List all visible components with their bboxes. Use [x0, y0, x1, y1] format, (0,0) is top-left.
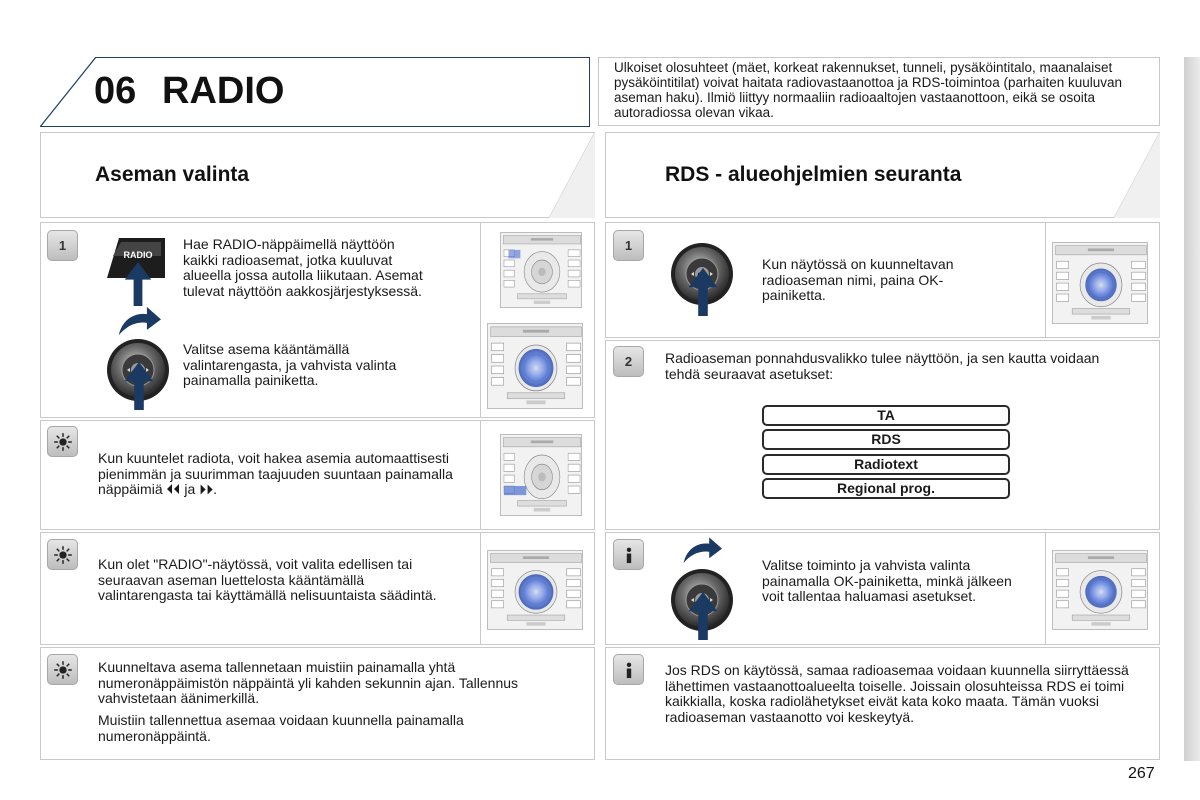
info1-text: Valitse toiminto ja vahvista valinta painamalla OK-painiketta, minkä jälkeen voit tallentaa haluamasi asetukset. — [762, 557, 1012, 604]
panel-divider — [480, 222, 481, 418]
tip-icon — [47, 539, 78, 570]
chapter-title: RADIO — [162, 70, 285, 112]
tip-icon — [47, 654, 78, 685]
step-number-badge: 1 — [47, 230, 78, 261]
section-title-left: Aseman valinta — [95, 163, 250, 186]
step1-text-b: Valitse asema kääntämällä valintarengasta, ja vahvista valinta painamalla painiketta. — [183, 341, 397, 388]
radio-panel-thumbnail — [1052, 242, 1148, 324]
up-arrow-icon — [123, 262, 153, 306]
step1-text-a: Hae RADIO-näppäimellä näyttöön kaikki radioasemat, jotka kuuluvat alueella jossa autolla liikutaan. Asemat tulevat näyttöön aakkosjärjestyksessä. — [183, 236, 423, 299]
rds-option-regional-prog[interactable]: Regional prog. — [762, 478, 1010, 499]
chapter-number: 06 — [94, 70, 137, 112]
rotate-arrow-icon — [117, 306, 161, 338]
rds-step1-text: Kun näytössä on kuunneltavan radioaseman nimi, paina OK-painiketta. — [762, 256, 954, 303]
rds-step2-text: Radioaseman ponnahdusvalikko tulee näyttöön, ja sen kautta voidaan tehdä seuraavat asetukset: — [665, 350, 1100, 382]
tip-icon — [47, 426, 78, 457]
chapter-sidebar-tab — [1184, 57, 1200, 761]
panel-divider — [480, 420, 481, 530]
up-arrow-icon — [688, 268, 718, 316]
radio-panel-thumbnail — [1052, 550, 1148, 630]
rotate-arrow-icon — [682, 537, 722, 565]
rds-option-radiotext[interactable]: Radiotext — [762, 454, 1010, 475]
radio-panel-thumbnail — [487, 323, 583, 409]
radio-panel-thumbnail — [500, 434, 582, 516]
panel-divider — [1045, 532, 1046, 645]
step-number-badge: 2 — [613, 346, 644, 377]
tip2-text: Kun olet "RADIO"-näytössä, voit valita edellisen tai seuraavan aseman luettelosta kääntämällä valintarengasta tai käyttämällä nelisuuntaista säädintä. — [98, 556, 437, 603]
tip1-text: Kun kuuntelet radiota, voit hakea asemia automaattisesti pienimmän ja suurimman taajuuden suuntaan painamalla näppäimiä ⏴⏴ ja ⏵⏵. — [98, 450, 453, 497]
panel-divider — [480, 532, 481, 645]
step-number-badge: 1 — [613, 230, 644, 261]
radio-key-label: RADIO — [123, 250, 153, 260]
up-arrow-icon — [124, 362, 154, 410]
info-icon — [613, 539, 644, 570]
header-corner-decoration — [40, 57, 96, 127]
panel-divider — [1045, 222, 1046, 338]
info-icon — [613, 654, 644, 685]
info2-text: Jos RDS on käytössä, samaa radioasemaa voidaan kuunnella siirryttäessä lähettimen vastaanottoalueelta toiselle. Joissain olosuhteissa RDS ei toimi kaikkialla, koska radiolähetykset eivät kata koko maata. Tämän vuoksi radioaseman vastaanotto voi keskeytyä. — [665, 662, 1129, 725]
rds-option-rds[interactable]: RDS — [762, 429, 1010, 450]
radio-panel-thumbnail — [487, 550, 583, 630]
intro-note: Ulkoiset olosuhteet (mäet, korkeat rakennukset, tunneli, pysäköintitalo, maanalaiset pysäköintitilat) voivat haitata radiovastaanottoa ja RDS-toimintoa (parhaiten kuuluvan aseman haku). Ilmiö liittyy normaaliin radioaaltojen vastaanottoon, eikä se osoita autoradiossa olevan vikaa. — [598, 57, 1160, 126]
up-arrow-icon — [688, 592, 718, 640]
tip3-text-a: Kuunneltava asema tallennetaan muistiin painamalla yhtä numeronäppäimistön näppäintä yli kahden sekunnin ajan. Tallennus vahvistetaan äänimerkillä. — [98, 659, 519, 706]
tip3-text-b: Muistiin tallennettua asemaa voidaan kuunnella painamalla numeronäppäintä. — [98, 712, 464, 744]
radio-panel-thumbnail — [500, 232, 582, 308]
page-number: 267 — [1128, 765, 1155, 782]
section-title-right: RDS - alueohjelmien seuranta — [665, 163, 962, 186]
rds-option-ta[interactable]: TA — [762, 405, 1010, 426]
